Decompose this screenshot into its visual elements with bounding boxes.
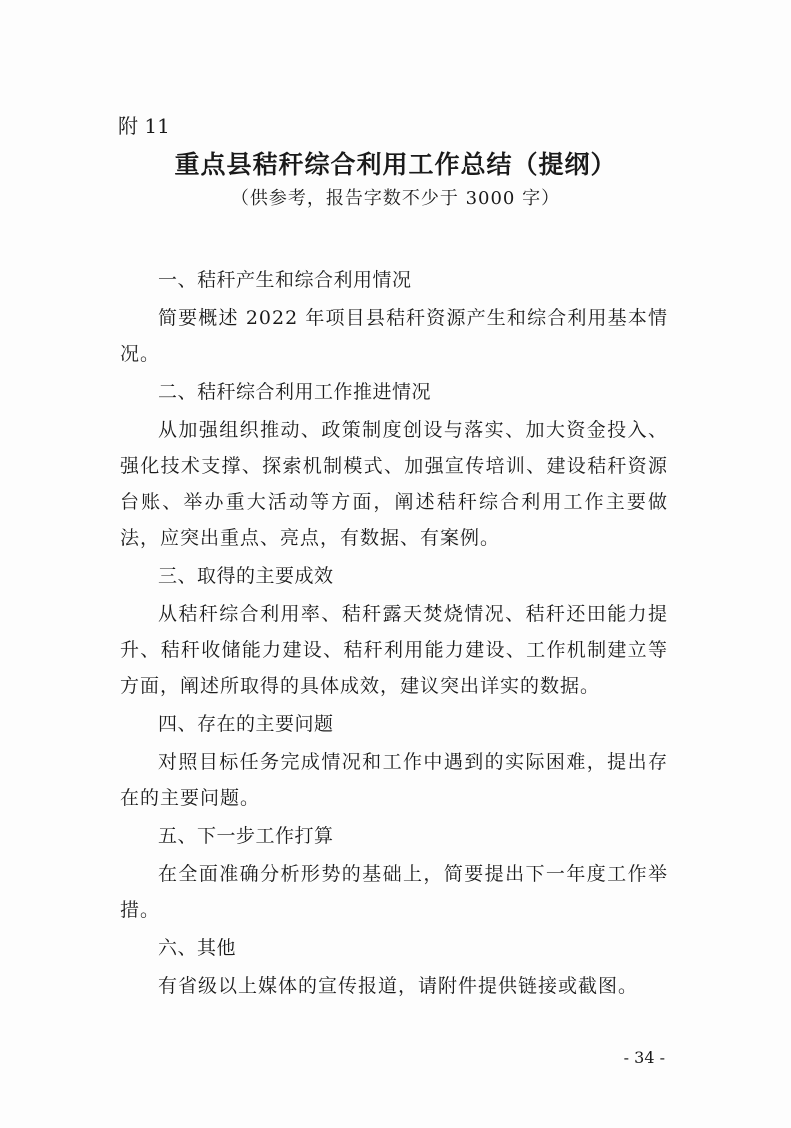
section-body: 从加强组织推动、政策制度创设与落实、加大资金投入、强化技术支撑、探索机制模式、加强宣传培训、建设秸秆资源台账、举办重大活动等方面，阐述秸秆综合利用工作主要做法，应突出重点、亮点，有数据、有案例。 xyxy=(120,419,668,549)
document-title: 重点县秸秆综合利用工作总结（提纲） xyxy=(174,150,617,179)
document-subtitle: （供参考，报告字数不少于 3000 字） xyxy=(230,188,561,209)
section-body: 对照目标任务完成情况和工作中遇到的实际困难，提出存在的主要问题。 xyxy=(120,751,668,809)
section-heading: 四、存在的主要问题 xyxy=(158,713,334,735)
section-heading: 二、秸秆综合利用工作推进情况 xyxy=(158,381,432,403)
section-heading: 三、取得的主要成效 xyxy=(158,565,334,587)
section-4 xyxy=(120,706,668,816)
section-3 xyxy=(120,558,668,704)
page-number: - 34 - xyxy=(623,1048,665,1067)
section-heading: 六、其他 xyxy=(158,937,237,959)
section-6 xyxy=(120,930,668,1004)
section-body: 简要概述 2022 年项目县秸秆资源产生和综合利用基本情况。 xyxy=(120,307,668,365)
annex-label: 附 11 xyxy=(118,114,170,138)
section-body: 在全面准确分析形势的基础上，简要提出下一年度工作举措。 xyxy=(120,863,668,921)
document-body xyxy=(120,262,668,1006)
section-body: 有省级以上媒体的宣传报道，请附件提供链接或截图。 xyxy=(158,975,639,997)
section-heading: 五、下一步工作打算 xyxy=(158,825,334,847)
section-body: 从秸秆综合利用率、秸秆露天焚烧情况、秸秆还田能力提升、秸秆收储能力建设、秸秆利用能力建设、工作机制建立等方面，阐述所取得的具体成效，建议突出详实的数据。 xyxy=(120,603,668,697)
section-2 xyxy=(120,374,668,556)
section-1 xyxy=(120,262,668,372)
section-5 xyxy=(120,818,668,928)
section-heading: 一、秸秆产生和综合利用情况 xyxy=(158,269,412,291)
